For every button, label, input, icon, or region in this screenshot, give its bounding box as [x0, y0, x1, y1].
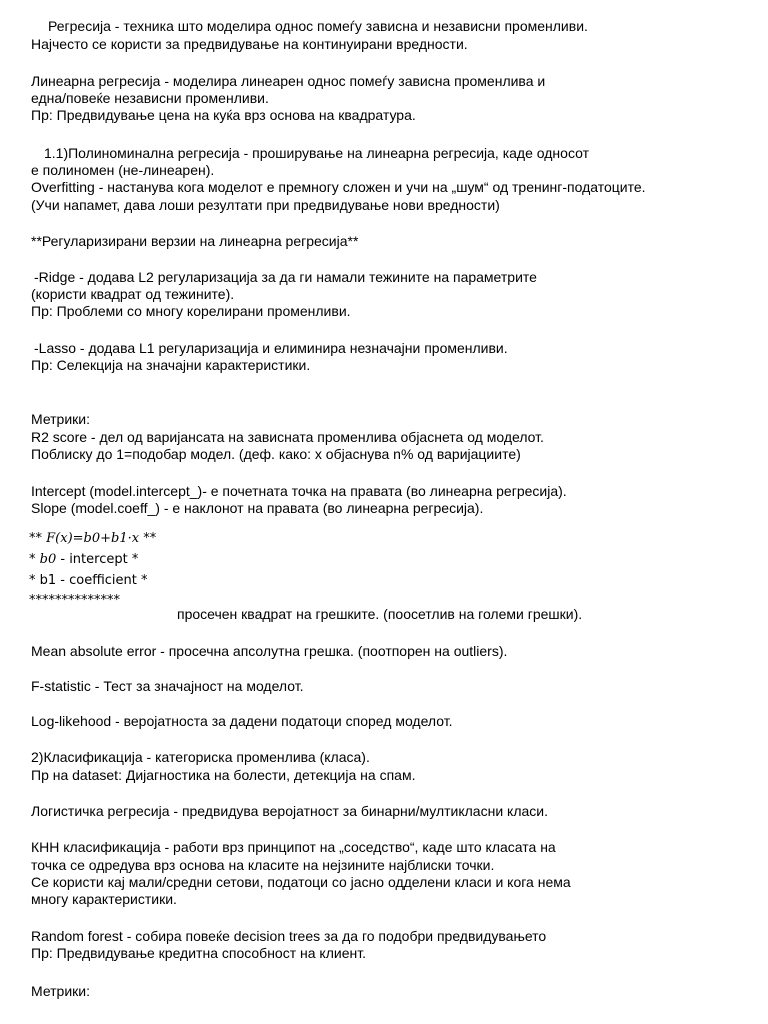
text-line: една/повеќе независни променливи.: [31, 90, 269, 106]
text-line: Регресија - техника што моделира однос помеѓу зависна и независни променливи.: [48, 18, 588, 34]
text-line: Log-likehood - веројатноста за дадени податоци според моделот.: [31, 713, 453, 729]
text-line: КНН класификација - работи врз принципот на „соседство“, каде што класата на: [31, 839, 556, 855]
text-line: точка се одредува врз основа на класите на нејзините најблиски точки.: [31, 857, 495, 873]
text-line: 2)Класификација - категориска променлива (класа).: [31, 749, 370, 765]
text-line: Метрики:: [31, 983, 90, 999]
text-line: Најчесто се користи за предвидување на континуирани вредности.: [31, 36, 468, 52]
text-line: Пр: Предвидување кредитна способност на клиент.: [31, 945, 366, 961]
text-line: Пр на dataset: Дијагностика на болести, детекција на спам.: [31, 767, 416, 783]
formula-prefix: **: [29, 531, 47, 546]
formula-prefix: *: [29, 552, 40, 567]
text-line: -Ridge - додава L2 регуларизација за да ги намали тежините на параметрите: [34, 269, 537, 285]
text-line: Поблиску до 1=подобар модел. (деф. како: x објаснува n% од варијациите): [31, 446, 521, 462]
text-line: R2 score - дел од варијансата на зависната променлива објаснета од моделот.: [31, 429, 544, 445]
text-line: многу карактеристики.: [31, 891, 177, 907]
text-line: Се користи кај мали/средни сетови, податоци со јасно одделени класи и кога нема: [31, 874, 571, 890]
text-line: 1.1)Полиноминална регресија - проширување на линеарна регресија, каде односот: [44, 145, 589, 161]
formula-math: b0: [39, 552, 57, 567]
formula-line: **************: [29, 593, 120, 608]
text-line: Метрики:: [31, 411, 90, 427]
text-line: Slope (model.coeff_) - е наклонот на правата (во линеарна регресија).: [31, 500, 484, 516]
text-line: -Lasso - додава L1 регуларизација и елиминира незначајни променливи.: [34, 340, 508, 356]
text-line: Линеарна регресија - моделира линеарен однос помеѓу зависна променлива и: [31, 73, 546, 89]
formula-line: [29, 529, 156, 549]
text-line: **Регуларизирани верзии на линеарна регресија**: [31, 233, 359, 249]
formula-suffix: **: [139, 531, 157, 546]
formula-math: F(x)=b0+b1·x: [46, 531, 140, 546]
text-line: Intercept (model.intercept_)- е почетната точка на правата (во линеарна регресија).: [31, 483, 567, 499]
text-line: Random forest - собира повеќе decision trees за да го подобри предвидувањето: [31, 928, 547, 944]
text-line: (Учи напамет, дава лоши резултати при предвидување нови вредности): [31, 197, 500, 213]
text-line: Overfitting - настанува кога моделот е премногу сложен и учи на „шум“ од тренинг-податоците.: [31, 179, 646, 195]
formula-suffix: - intercept *: [56, 552, 139, 567]
text-line: Mean absolute error - просечна апсолутна грешка. (поотпорен на outliers).: [31, 643, 508, 659]
text-line: Логистичка регресија - предвидува веројатност за бинарни/мултикласни класи.: [31, 803, 548, 819]
text-line: Пр: Проблеми со многу корелирани променливи.: [31, 303, 351, 319]
formula-line: * b1 - coefficient *: [29, 573, 148, 588]
text-line: просечен квадрат на грешките. (поосетлив на големи грешки).: [177, 606, 583, 622]
text-line: Пр: Селекција на значајни карактеристики.: [31, 357, 311, 373]
text-line: е полиномен (не-линеарен).: [31, 162, 215, 178]
text-line: Пр: Предвидување цена на куќа врз основа на квадратура.: [31, 107, 416, 123]
formula-line: [29, 550, 138, 570]
text-line: (користи квадрат од тежините).: [31, 286, 235, 302]
text-line: F-statistic - Тест за значајност на моделот.: [31, 678, 304, 694]
